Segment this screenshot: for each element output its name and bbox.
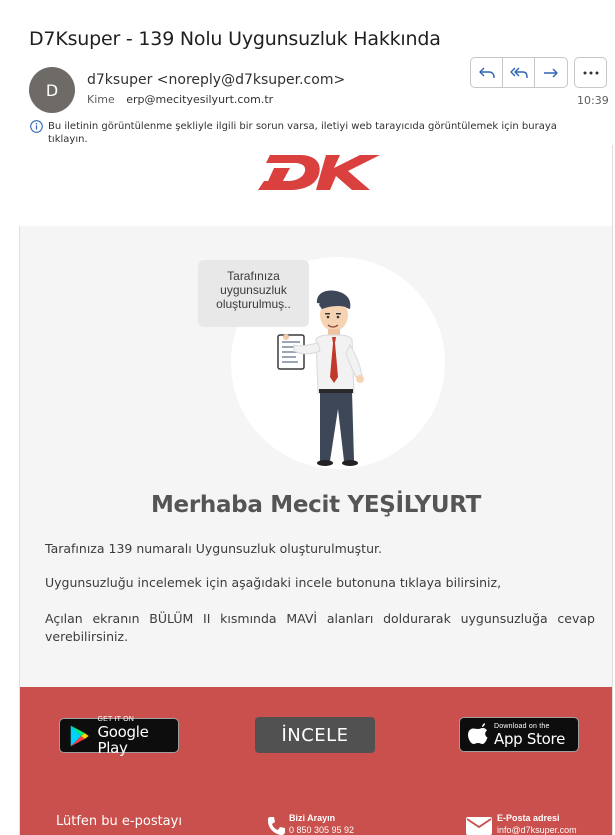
greeting-heading: Merhaba Mecit YEŞİLYURT bbox=[150, 492, 482, 518]
envelope-icon bbox=[465, 816, 493, 835]
to-label: Kime bbox=[87, 93, 115, 106]
d7k-logo bbox=[256, 150, 384, 200]
recipient-row bbox=[87, 93, 273, 106]
paragraph-instructions: Açılan ekranın BÜLÜM II kısmında MAVİ alanları doldurarak uygunsuzluğa cevap verebilirsiniz. bbox=[45, 611, 595, 644]
google-play-button[interactable] bbox=[59, 715, 179, 757]
forward-icon bbox=[542, 66, 560, 80]
footer-mail[interactable] bbox=[465, 813, 577, 835]
apple-icon bbox=[468, 723, 488, 747]
speech-bubble: Tarafınıza uygunsuzluk oluşturulmuş.. bbox=[198, 260, 309, 327]
app-store-button[interactable] bbox=[459, 717, 579, 752]
incele-button[interactable]: İNCELE bbox=[255, 717, 375, 753]
reply-all-button[interactable] bbox=[503, 58, 535, 87]
more-icon bbox=[583, 71, 599, 75]
view-in-browser-bar[interactable] bbox=[30, 120, 570, 146]
reply-button[interactable] bbox=[471, 58, 503, 87]
sender-avatar[interactable]: D bbox=[29, 67, 75, 113]
reply-all-icon bbox=[509, 66, 529, 80]
paragraph-created: Tarafınıza 139 numaralı Uygunsuzluk oluşturulmuştur. bbox=[45, 541, 382, 556]
google-play-small-text: GET IT ON bbox=[97, 715, 135, 723]
app-store-small-text: Download on the bbox=[494, 722, 550, 730]
reply-icon bbox=[478, 66, 496, 80]
businessman-illustration bbox=[270, 285, 380, 475]
frame-border-right bbox=[612, 145, 613, 835]
info-text[interactable]: Bu iletinin görüntülenme şekliyle ilgili bir sorun varsa, iletiyi web tarayıcıda görüntülemek için buraya tıklayın. bbox=[48, 121, 557, 145]
forward-button[interactable] bbox=[535, 58, 567, 87]
call-title: Bizi Arayın bbox=[289, 813, 336, 823]
to-address[interactable]: erp@mecityesilyurt.com.tr bbox=[126, 93, 274, 106]
more-actions-button[interactable] bbox=[574, 57, 607, 88]
sender-name[interactable]: d7ksuper <noreply@d7ksuper.com> bbox=[87, 72, 346, 88]
google-play-big-text: Google Play bbox=[97, 722, 149, 757]
footer-notice: Lütfen bu e-postayı bbox=[56, 814, 182, 829]
info-icon bbox=[30, 120, 43, 133]
google-play-icon bbox=[67, 723, 91, 749]
paragraph-review: Uygunsuzluğu incelemek için aşağıdaki incele butonuna tıklaya bilirsiniz, bbox=[45, 575, 502, 590]
app-store-big-text: App Store bbox=[494, 729, 566, 748]
email-subject: D7Ksuper - 139 Nolu Uygunsuzluk Hakkında bbox=[29, 28, 441, 50]
call-number[interactable]: 0 850 305 95 92 bbox=[289, 825, 355, 835]
footer-call[interactable] bbox=[266, 813, 354, 835]
message-actions bbox=[470, 57, 568, 88]
mail-title: E-Posta adresi bbox=[497, 813, 560, 823]
mail-address[interactable]: info@d7ksuper.com bbox=[497, 825, 577, 835]
phone-icon bbox=[266, 815, 286, 835]
received-time: 10:39 bbox=[577, 94, 609, 107]
